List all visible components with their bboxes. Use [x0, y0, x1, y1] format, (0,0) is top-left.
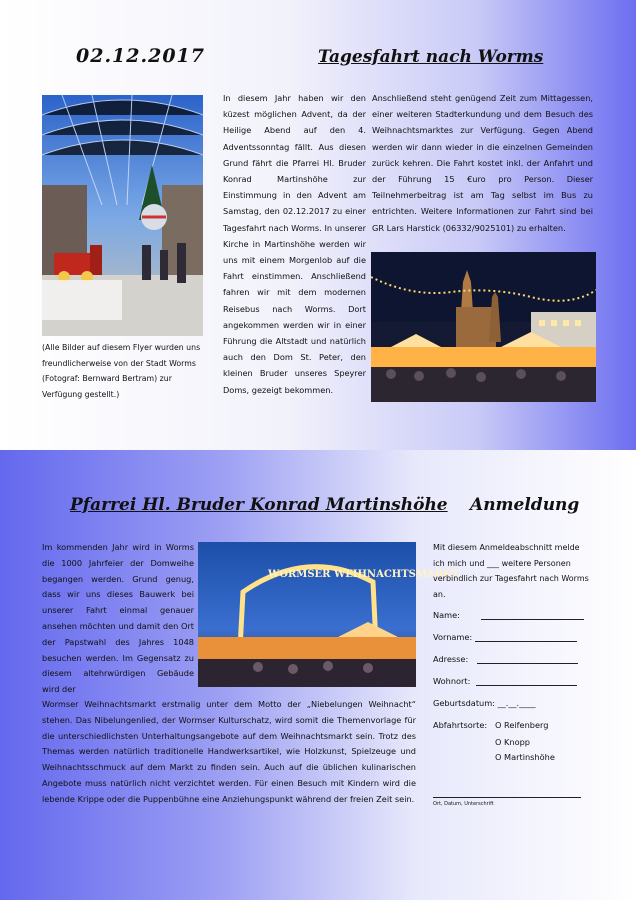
registration-title: Anmeldung: [470, 495, 580, 515]
bottom-text-full: Wormser Weihnachtsmarkt erstmalig unter dem Motto der „Niebelungen Weihnacht“ stehen. Das Nibelungenlied, der Wormser Kulturschatz, wird somit die Themenvorlage für die unterschiedlichsten Unterhaltungsangebote auf dem Weihnachtsmarkt sein. Trotz des Themas werden natürlich traditionelle Handwerksartikel, wie Holzkunst, Spielzeuge und Weihnachtsschmuck auf dem Markt zu finden sein. Auch auf die üblichen kulinarischen Angebote muss natürlich nicht verzichtet werden. Für einen Besuch mit Kindern wird die lebende Krippe oder die Puppenbühne eine Anziehungspunkt während der freien Zeit sein.: [42, 699, 416, 804]
adresse-field[interactable]: [433, 654, 578, 664]
option-martinshoehe[interactable]: O Martinshöhe: [495, 752, 555, 762]
option-reifenberg[interactable]: O Reifenberg: [495, 720, 549, 730]
photo-credit: (Alle Bilder auf diesem Flyer wurden uns freundlicherweise von der Stadt Worms (Fotograf: Bernward Bertram) zur Verfügung gestellt.): [42, 343, 201, 399]
intro-text-col2: Anschließend steht genügend Zeit zum Mittagessen, einer weiteren Stadterkundung und dem Besuch des Weihnachtsmarktes zur Verfügung. Gegen Abend werden wir dann wieder in die einzelnen Gemeinden zurück kehren. Die Fahrt kostet inkl. der Anfahrt und der Führung 15 €uro pro Person. Dieser Teilnehmerbeitrag ist am Tag selbst im Bus zu entrichten. Weitere Informationen zur Fahrt sind bei GR Lars Harstick (06332/9025101) zu erhalten.: [372, 93, 593, 233]
name-label: Name:: [433, 610, 460, 620]
vorname-label: Vorname:: [433, 632, 473, 642]
trip-title: Tagesfahrt nach Worms: [318, 47, 544, 67]
mall-photo: [42, 95, 203, 336]
intro-text-col1: In diesem Jahr haben wir den küzest möglichen Advent, da der Heilige Abend auf den 4. Adventssonntag fällt. Aus diesen Grund fährt die Pfarrei Hl. Bruder Konrad Martinshöhe zur Einstimmung in den Advent am Samstag, den 02.12.2017 zu einer Tagesfahrt nach Worms. In unserer Kirche in Martinshöhe werden wir uns mit einem Morgenlob auf die Fahrt einstimmen. Anschließend fahren wir mit dem modernen Reisebus nach Worms. Dort angekommen werden wir in einer Führung die Altstadt und natürlich auch den Dom St. Peter, den kleinen Bruder unseres Speyrer Doms, gezeigt bekommen.: [223, 93, 366, 395]
parish-title: Pfarrei Hl. Bruder Konrad Martinshöhe: [70, 495, 448, 515]
event-date: 02.12.2017: [76, 45, 205, 67]
geburtsdatum-field[interactable]: [433, 698, 536, 708]
signature-line[interactable]: [433, 797, 581, 798]
registration-intro: Mit diesem Anmeldeabschnitt melde ich mich und ___ weitere Personen verbindlich zur Tagesfahrt nach Worms an.: [433, 543, 589, 599]
christmas-market-photo: [371, 252, 596, 402]
bottom-text-left: Im kommenden Jahr wird in Worms die 1000 Jahrfeier der Domweihe begangen werden. Grund genug, dass wir uns dieses Bauwerk bei unserer Fahrt einmal genauer ansehen möchten und damit den Ort der Papstwahl des Jahres 1048 besuchen werden. Im Gegensatz zu diesem altehrwürdigen Gebäude wird der: [42, 542, 194, 695]
abfahrt-label: Abfahrtsorte:: [433, 720, 488, 730]
geburtsdatum-label: Geburtsdatum:: [433, 698, 495, 708]
name-field[interactable]: [433, 610, 584, 620]
sign-text: WORMSER WEIHNACHTSMARKT: [268, 569, 460, 580]
adresse-label: Adresse:: [433, 654, 469, 664]
wohnort-label: Wohnort:: [433, 676, 471, 686]
vorname-field[interactable]: [433, 632, 577, 642]
wohnort-field[interactable]: [433, 676, 577, 686]
signature-caption: Ort, Datum, Unterschrift: [433, 801, 494, 807]
option-knopp[interactable]: O Knopp: [495, 737, 531, 747]
geburtsdatum-value: __.__.____: [497, 698, 536, 708]
